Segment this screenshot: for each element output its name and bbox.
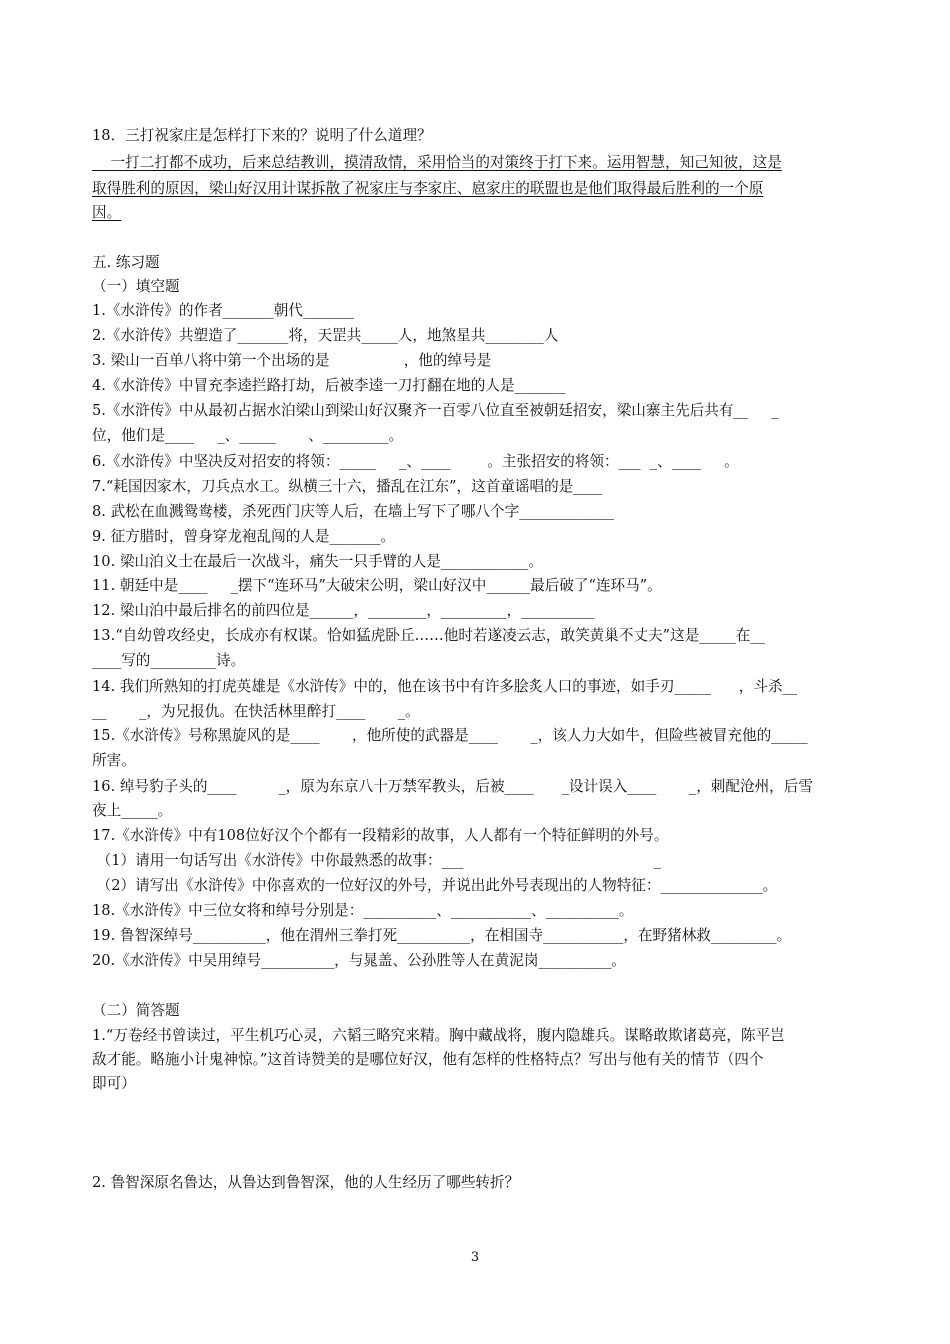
answer-18-line: 一打二打都不成功，后来总结教训，摸清敌情，采用恰当的对策终于打下来。运用智慧，知己知彼，这是 — [92, 154, 782, 171]
fill-item: 17.《水浒传》中有108位好汉个个都有一段精彩的故事，人人都有一个特征鲜明的外号。 — [92, 827, 669, 844]
fill-item: 夜上_____。 — [92, 802, 173, 819]
fill-item: 15.《水浒传》号称黑旋风的是____ ，他所使的武器是____ _，该人力大如牛，但险些被冒充他的_____ — [92, 727, 808, 744]
short-answer-line: 1.“万卷经书曾读过，平生机巧心灵，六韬三略究来精。胸中藏战将，腹内隐雄兵。谋略敢欺诸葛亮，陈平岂 — [92, 1027, 785, 1044]
fill-item: 19. 鲁智深绰号__________，他在渭州三拳打死__________，在相国寺___________，在野猪林救_________。 — [92, 927, 792, 944]
fill-item: 13.“自幼曾攻经史，长成亦有权谋。恰如猛虎卧丘……他时若遂凌云志，敢笑黄巢不丈夫”这是_____在__ — [92, 627, 765, 644]
fill-item: 4.《水浒传》中冒充李逵拦路打劫，后被李逵一刀打翻在地的人是_______ — [92, 377, 566, 394]
fill-item: 5.《水浒传》中从最初占据水泊梁山到梁山好汉聚齐一百零八位直至被朝廷招安，梁山寨主先后共有__ _ — [92, 402, 779, 419]
fill-item: 9. 征方腊时，曾身穿龙袍乱闯的人是_______。 — [92, 528, 396, 545]
fill-item: 2.《水浒传》共塑造了_______将，天罡共_____人，地煞星共________人 — [92, 327, 559, 344]
fill-item: （1）请用一句话写出《水浒传》中你最熟悉的故事：___ _ — [92, 852, 661, 869]
answer-18-line: 因。 — [92, 204, 122, 221]
short-answer-line: 敌才能。略施小计鬼神惊。”这首诗赞美的是哪位好汉，他有怎样的性格特点？写出与他有关的情节（四个 — [92, 1051, 764, 1068]
question-18: 18．三打祝家庄是怎样打下来的？说明了什么道理？ — [92, 127, 432, 144]
short-answer-heading: （二）简答题 — [92, 1002, 180, 1019]
section-title: 五. 练习题 — [92, 254, 160, 271]
fill-item: 1.《水浒传》的作者_______朝代_______ — [92, 302, 355, 319]
fill-item: ____写的_________诗。 — [92, 652, 246, 669]
fill-blank-heading: （一）填空题 — [92, 278, 180, 295]
fill-item: 位，他们是____ _、_____ 、_________。 — [92, 427, 404, 444]
fill-item: __ _，为兄报仇。在快活林里醉打____ _。 — [92, 703, 420, 720]
fill-item: 18.《水浒传》中三位女将和绰号分别是：__________、___________、__________。 — [92, 902, 634, 919]
short-answer-line: 2. 鲁智深原名鲁达，从鲁达到鲁智深，他的人生经历了哪些转折？ — [92, 1174, 520, 1191]
fill-item: 所害。 — [92, 752, 136, 769]
fill-item: 11. 朝廷中是____ _摆下“连环马”大破宋公明，梁山好汉中______最后破了“连环马”。 — [92, 577, 662, 594]
fill-item: 20.《水浒传》中吴用绰号__________，与晁盖、公孙胜等人在黄泥岗__________。 — [92, 952, 626, 969]
fill-item: 8. 武松在血溅鸳鸯楼，杀死西门庆等人后，在墙上写下了哪八个字_____________ — [92, 503, 615, 520]
fill-item: 16. 绰号豹子头的____ _，原为东京八十万禁军教头，后被____ _设计误入____ _，刺配沧州，后雪 — [92, 778, 813, 795]
page-number: 3 — [470, 1250, 480, 1265]
fill-item: 12. 梁山泊中最后排名的前四位是______，________，_________，__________ — [92, 602, 595, 619]
fill-item: 14. 我们所熟知的打虎英雄是《水浒传》中的，他在该书中有许多脍炙人口的事迹，如手刃_____ ，斗杀__ — [92, 678, 798, 695]
short-answer-line: 即可） — [92, 1075, 136, 1092]
fill-item: 7.“耗国因家木，刀兵点水工。纵横三十六，播乱在江东”，这首童谣唱的是____ — [92, 478, 603, 495]
fill-item: 10. 梁山泊义士在最后一次战斗，痛失一只手臂的人是____________。 — [92, 553, 544, 570]
fill-item: （2）请写出《水浒传》中你喜欢的一位好汉的外号，并说出此外号表现出的人物特征：______________。 — [92, 877, 778, 894]
answer-18-line: 取得胜利的原因，梁山好汉用计谋拆散了祝家庄与李家庄、扈家庄的联盟也是他们取得最后胜利的一个原 — [92, 180, 764, 197]
fill-item: 6.《水浒传》中坚决反对招安的将领：_____ _、____ 。主张招安的将领：___ _、____ 。 — [92, 453, 739, 470]
fill-item: 3. 梁山一百单八将中第一个出场的是 ，他的绰号是 — [92, 352, 492, 369]
